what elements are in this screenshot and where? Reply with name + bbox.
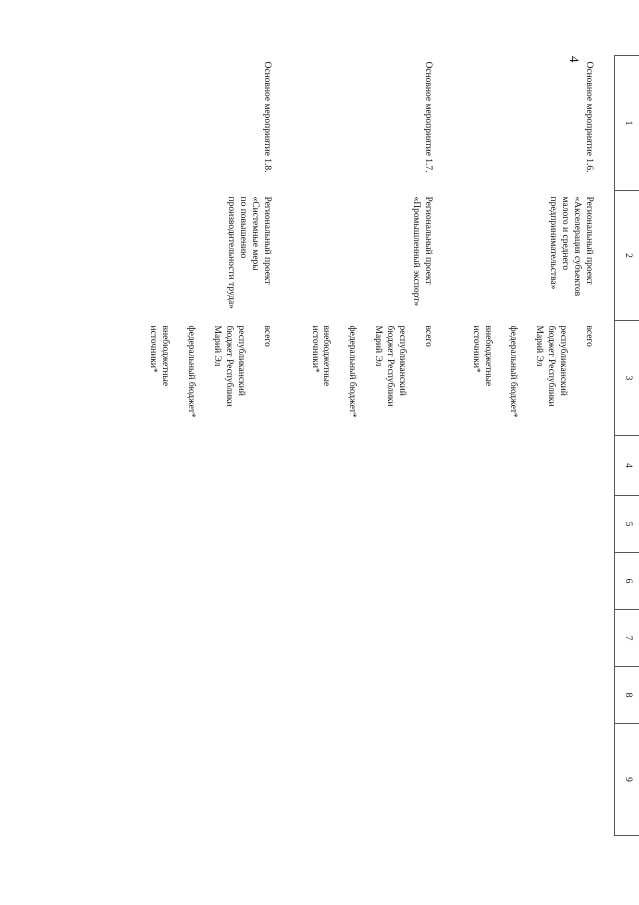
- header-cell-3: 3: [615, 321, 639, 436]
- source-republic-budget: Марий Эл: [534, 325, 545, 367]
- project-title-line: Региональный проект: [584, 196, 594, 285]
- source-total: всего: [422, 325, 433, 347]
- table-row: [292, 56, 453, 836]
- source-republic-budget: Марий Эл: [373, 325, 384, 367]
- source-republic-budget: бюджет Республики: [224, 325, 234, 407]
- funding-sources: [131, 321, 292, 436]
- project-title-line: «Промышленный экспорт»: [411, 196, 421, 307]
- event-name: Основное мероприятие 1.7.: [422, 61, 433, 173]
- project-title-line: по повышению: [238, 196, 248, 259]
- source-extrabudgetary: внебюджетные: [160, 325, 171, 387]
- project-title-line: Региональный проект: [422, 196, 433, 285]
- project-title-line: Региональный проект: [261, 196, 272, 285]
- project-title-line: «Акселерация субъектов: [572, 196, 583, 297]
- source-federal-budget: федеральный бюджет*: [508, 325, 519, 418]
- source-extrabudgetary: внебюджетные: [321, 325, 332, 387]
- rotated-page: [100, 55, 639, 835]
- source-extrabudgetary: источники*: [470, 325, 481, 373]
- header-cell-5: 5: [615, 496, 639, 553]
- source-extrabudgetary: источники*: [148, 325, 159, 373]
- source-republic-budget: республиканский: [235, 325, 246, 396]
- source-extrabudgetary: источники*: [309, 325, 320, 373]
- project-title-line: производительности труда»: [226, 196, 237, 309]
- project-title-line: малого и среднего: [560, 196, 571, 271]
- source-extrabudgetary: внебюджетные: [482, 325, 493, 387]
- source-republic-budget: республиканский: [397, 325, 407, 396]
- project-title: [292, 191, 453, 321]
- project-title: [131, 191, 292, 321]
- source-federal-budget: федеральный бюджет*: [347, 325, 358, 418]
- header-cell-6: 6: [615, 553, 639, 610]
- source-federal-budget: федеральный бюджет*: [186, 325, 197, 418]
- header-cell-2: 2: [615, 191, 639, 321]
- funding-sources: [453, 321, 615, 436]
- header-row: [615, 56, 639, 836]
- table-row: [453, 56, 615, 836]
- project-title-line: предпринимательства»: [548, 196, 559, 290]
- header-cell-1: 1: [615, 56, 639, 191]
- project-title: [453, 191, 615, 321]
- header-cell-9: 9: [615, 724, 639, 836]
- source-total: всего: [261, 325, 272, 347]
- table-row: [131, 56, 292, 836]
- header-cell-7: 7: [615, 610, 639, 667]
- event-name: Основное мероприятие 1.6.: [584, 61, 594, 173]
- source-republic-budget: республиканский: [558, 325, 569, 396]
- source-republic-budget: Марий Эл: [212, 325, 223, 367]
- funding-sources: [292, 321, 453, 436]
- page-number: 4: [567, 56, 582, 63]
- header-cell-8: 8: [615, 667, 639, 724]
- source-republic-budget: бюджет Республики: [385, 325, 396, 407]
- source-total: всего: [584, 325, 594, 347]
- source-republic-budget: бюджет Республики: [546, 325, 557, 407]
- project-title-line: «Системные меры: [249, 196, 260, 271]
- event-name: Основное мероприятие 1.8.: [261, 61, 272, 173]
- budget-table: [131, 55, 639, 836]
- header-cell-4: 4: [615, 436, 639, 496]
